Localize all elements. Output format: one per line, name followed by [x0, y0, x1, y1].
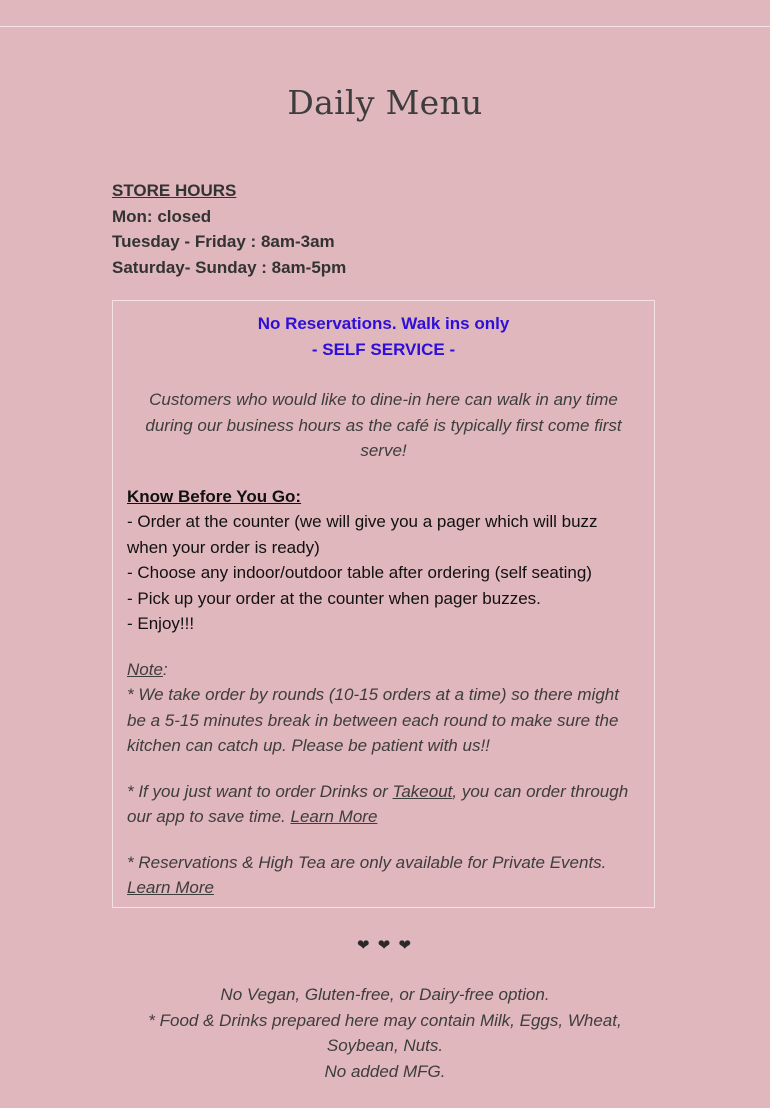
- private-events-note: [127, 850, 640, 901]
- dietary-note-allergens: * Food & Drinks prepared here may contain Milk, Eggs, Wheat, Soybean, Nuts.: [148, 1010, 622, 1055]
- know-before-you-go: [127, 484, 640, 637]
- drinks-prefix: * If you just want to order Drinks or: [127, 781, 393, 801]
- hearts-divider-icon: ❤ ❤ ❤: [356, 937, 414, 954]
- events-text: * Reservations & High Tea are only available for Private Events.: [127, 852, 607, 872]
- know-item-enjoy: - Enjoy!!!: [127, 614, 195, 633]
- learn-more-events-link[interactable]: Learn More: [127, 878, 214, 897]
- store-hours-title: STORE HOURS: [112, 181, 237, 200]
- takeout-link[interactable]: Takeout: [392, 781, 453, 801]
- hours-line-weekdays: Tuesday - Friday : 8am-3am: [112, 232, 335, 251]
- drinks-takeout-note: [127, 779, 640, 830]
- know-item-table: - Choose any indoor/outdoor table after ordering (self seating): [127, 563, 592, 582]
- note-section: [127, 657, 640, 759]
- learn-more-app-link[interactable]: Learn More: [290, 807, 378, 826]
- know-before-you-go-title: Know Before You Go:: [127, 486, 302, 506]
- page-title: Daily Menu: [287, 83, 483, 122]
- note-label: Note: [127, 659, 163, 679]
- dietary-notes: [140, 982, 630, 1084]
- dine-in-intro: Customers who would like to dine-in here can walk in any time during our business hours as the café is typically first come first serve!: [145, 390, 622, 460]
- dietary-note-options: No Vegan, Gluten-free, or Dairy-free option.: [220, 985, 550, 1004]
- dietary-note-mfg: No added MFG.: [324, 1061, 446, 1081]
- header-divider: [0, 26, 770, 27]
- hours-line-monday: Mon: closed: [112, 206, 212, 226]
- store-hours: [112, 178, 657, 280]
- note-colon: :: [162, 659, 168, 679]
- no-reservations-text: No Reservations. Walk ins only: [257, 314, 510, 333]
- drinks-suffix: , you can order through our app to save time.: [127, 781, 629, 826]
- note-text: * We take order by rounds (10-15 orders at a time) so there might be a 5-15 minutes break in between each round to make sure the kitchen can catch up. Please be patient with us!!: [127, 685, 619, 755]
- notice-box: [112, 300, 655, 908]
- know-item-pickup: - Pick up your order at the counter when pager buzzes.: [127, 588, 541, 608]
- know-item-order: - Order at the counter (we will give you a pager which will buzz when your order is ready): [127, 512, 598, 557]
- hours-line-weekend: Saturday- Sunday : 8am-5pm: [112, 257, 347, 277]
- self-service-text: - SELF SERVICE -: [311, 339, 456, 359]
